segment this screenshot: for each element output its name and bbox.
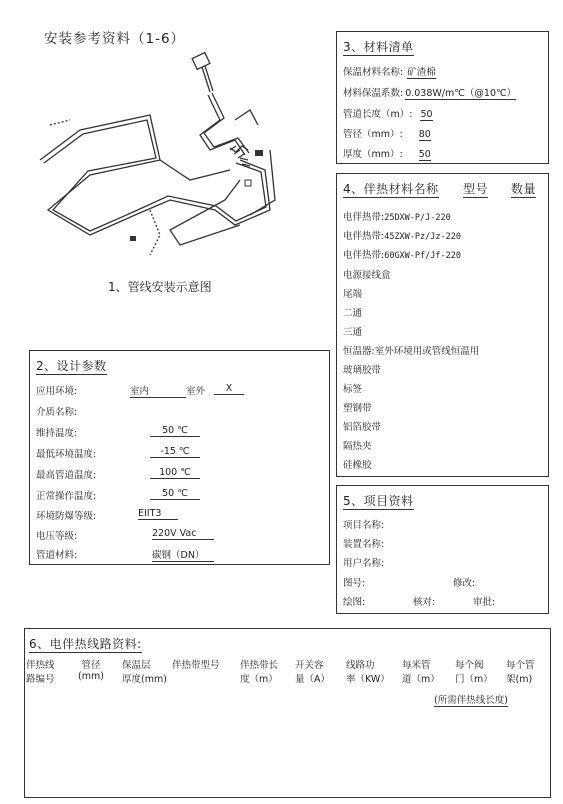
materials-row: 材料保温系数: 0.038W/m℃（@10℃） bbox=[343, 88, 517, 99]
device-name: 装置名称: bbox=[343, 539, 385, 550]
heat-item: 硅橡胶 bbox=[343, 460, 372, 471]
diagram-caption: 1、管线安装示意图 bbox=[108, 280, 212, 294]
user-name: 用户名称: bbox=[343, 558, 385, 569]
heat-item: 电伴热带:60GXW-Pf/Jf-220 bbox=[343, 250, 461, 261]
project-box bbox=[336, 485, 549, 614]
heat-item: 铝箔胶带 bbox=[343, 422, 382, 433]
design-value: 碳钢（DN） bbox=[152, 547, 214, 562]
design-label: 最低环境温度: bbox=[36, 449, 97, 460]
circuit-note: (所需伴热线长度) bbox=[434, 692, 508, 707]
materials-row: 管道长度（m）: 50 bbox=[343, 109, 433, 120]
circuit-header: 伴热线 路编号 bbox=[26, 660, 55, 685]
design-value: 50 ℃ bbox=[150, 425, 200, 437]
design-value: -15 ℃ bbox=[150, 446, 200, 458]
design-label: 最高管道温度: bbox=[36, 470, 97, 481]
approved-by: 审批: bbox=[473, 597, 496, 608]
circuit-title: 6、电伴热线路资料: bbox=[29, 637, 142, 651]
design-label: 环境防爆等级: bbox=[36, 511, 97, 522]
drawn-by: 绘图: bbox=[343, 597, 366, 608]
heat-item: 三通 bbox=[343, 327, 363, 338]
heat-item: 二通 bbox=[343, 308, 363, 319]
materials-row: 管径（mm）: 80 bbox=[343, 129, 431, 140]
design-value: 50 ℃ bbox=[150, 488, 200, 500]
revision: 修改: bbox=[453, 578, 476, 589]
circuit-header: 线路功 率（KW） bbox=[346, 660, 390, 685]
design-box bbox=[29, 350, 330, 565]
heat-item: 隔热夹 bbox=[343, 441, 372, 452]
heat-item: 电源接线盒 bbox=[343, 270, 391, 281]
circuit-box bbox=[24, 628, 551, 798]
design-label: 管道材料: bbox=[36, 550, 78, 561]
circuit-header: 伴热带型号 bbox=[172, 660, 220, 671]
heat-item: 电伴热带:45ZXW-Pz/Jz-220 bbox=[343, 231, 461, 242]
design-label-env: 应用环境: bbox=[36, 386, 78, 397]
heat-item: 标签 bbox=[343, 384, 363, 395]
heat-item: 恒温器:室外环境用或管线恒温用 bbox=[343, 346, 480, 357]
heat-item: 塑钢带 bbox=[343, 403, 372, 414]
circuit-header: 伴热带长 度（m） bbox=[240, 660, 279, 685]
col-model: 型号 bbox=[463, 182, 489, 196]
circuit-header: 每米管 道（m） bbox=[402, 660, 440, 685]
heat-item: 尾端 bbox=[343, 289, 363, 300]
connector-box bbox=[255, 150, 263, 156]
materials-row: 保温材料名称: 矿渣棉 bbox=[343, 67, 436, 78]
design-value: 100 ℃ bbox=[150, 467, 200, 479]
design-label: 介质名称: bbox=[36, 407, 78, 418]
pipeline-diagram bbox=[30, 50, 330, 280]
env-outdoor: 室外 bbox=[186, 386, 206, 397]
project-title: 5、项目资料 bbox=[343, 494, 414, 508]
heat-tracing-box bbox=[336, 173, 549, 477]
circuit-header: 每个管 架(m) bbox=[506, 660, 535, 685]
materials-title: 3、材料清单 bbox=[343, 40, 414, 54]
pipe-tag bbox=[192, 53, 210, 70]
heat-item: 玻璃胶带 bbox=[343, 365, 382, 376]
design-label: 正常操作温度: bbox=[36, 491, 97, 502]
col-qty: 数量 bbox=[511, 182, 537, 196]
design-title: 2、设计参数 bbox=[36, 359, 107, 373]
env-indoor: 室内 bbox=[130, 383, 186, 398]
circuit-header: 每个阀 门（m） bbox=[455, 660, 493, 685]
design-label: 维持温度: bbox=[36, 428, 78, 439]
design-value: EIIT3 bbox=[138, 508, 178, 520]
drawing-no: 图号: bbox=[343, 578, 366, 589]
page-title: 安装参考资料（1-6） bbox=[44, 31, 186, 47]
circuit-header: 管径 (mm) bbox=[78, 660, 104, 682]
design-value: 220V Vac bbox=[152, 528, 214, 540]
materials-row: 厚度（mm）: 50 bbox=[343, 149, 431, 160]
heat-item: 电伴热带:25DXW-P/J-220 bbox=[343, 212, 451, 223]
env-outdoor-mark: X bbox=[214, 383, 244, 395]
checked-by: 核对: bbox=[413, 597, 436, 608]
project-name: 项目名称: bbox=[343, 520, 385, 531]
circuit-header: 开关容 量（A） bbox=[295, 660, 330, 685]
heat-tracing-title: 4、伴热材料名称 bbox=[343, 182, 439, 196]
circuit-header: 保温层 厚度(mm) bbox=[122, 660, 167, 685]
materials-box bbox=[336, 31, 549, 164]
design-label: 电压等级: bbox=[36, 531, 78, 542]
connector-box bbox=[130, 236, 136, 241]
connector-box bbox=[245, 180, 251, 186]
